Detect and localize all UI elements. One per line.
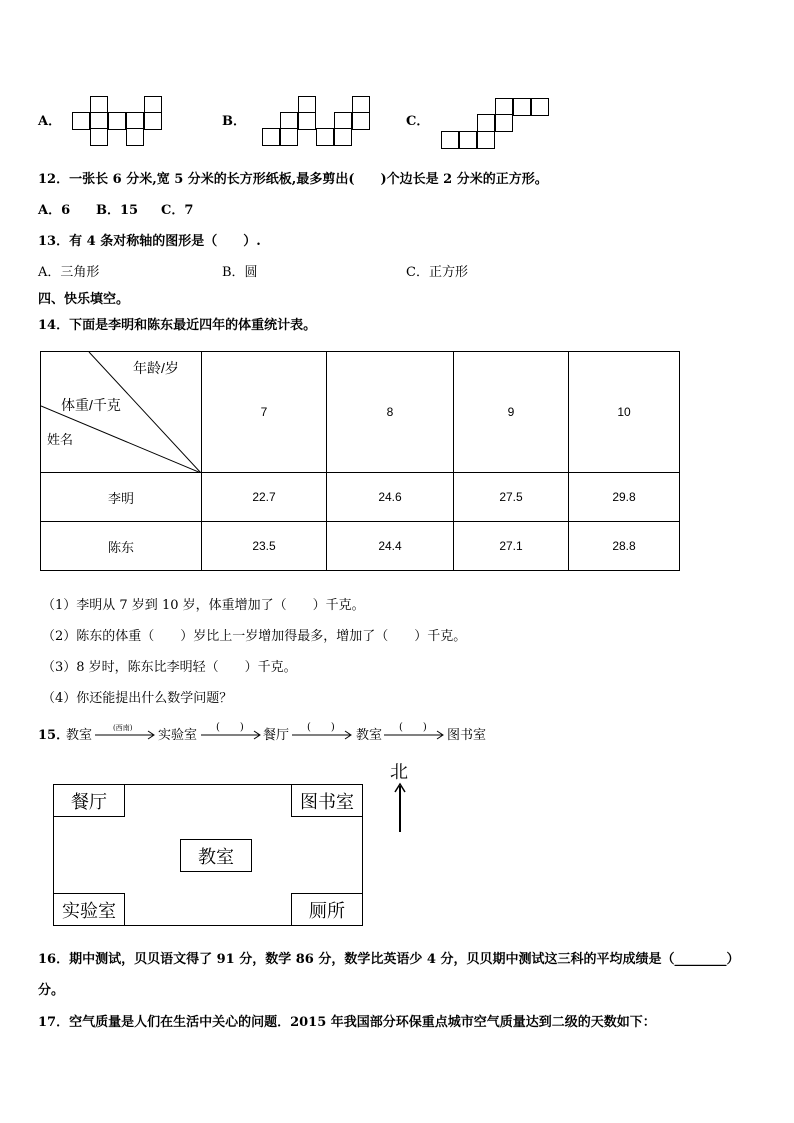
age-cell: 10 <box>569 352 680 473</box>
option-c-label: C． <box>406 114 430 129</box>
value-cell: 27.5 <box>454 473 569 522</box>
header-name-label: 姓名 <box>47 432 74 447</box>
route-arrow-3-blank: ( ) <box>307 722 335 733</box>
age-cell: 8 <box>327 352 454 473</box>
room-classroom: 教室 <box>180 839 252 872</box>
q15-number: 15． <box>38 728 70 743</box>
table-row <box>41 522 680 571</box>
q13-option-a: A．三角形 <box>38 265 100 280</box>
value-cell: 24.6 <box>327 473 454 522</box>
q13-text: 13．有 4 条对称轴的图形是（ ）. <box>38 234 261 249</box>
room-lab: 实验室 <box>53 893 125 926</box>
q16-line2: 分。 <box>38 983 65 998</box>
room-canteen: 餐厅 <box>53 784 125 817</box>
option-b-label: B． <box>222 114 246 129</box>
q12-option-a: A．6 <box>38 203 71 218</box>
q14-sub-2: （2）陈东的体重（ ）岁比上一岁增加得最多，增加了（ ）千克。 <box>42 629 467 644</box>
age-cell: 9 <box>454 352 569 473</box>
q14-sub-4: （4）你还能提出什么数学问题？ <box>42 691 233 706</box>
q14-text: 14．下面是李明和陈东最近四年的体重统计表。 <box>38 318 317 333</box>
row-name-cell: 李明 <box>41 473 202 522</box>
table-row <box>41 473 680 522</box>
header-weight-label: 体重/千克 <box>61 397 121 413</box>
q13-option-b: B．圆 <box>222 265 258 280</box>
section-heading: 四、快乐填空。 <box>38 292 130 307</box>
north-arrow-icon <box>393 782 407 834</box>
room-restroom: 厕所 <box>291 893 363 926</box>
value-cell: 24.4 <box>327 522 454 571</box>
north-label: 北 <box>390 762 408 783</box>
value-cell: 22.7 <box>202 473 327 522</box>
room-library: 图书室 <box>291 784 363 817</box>
route-arrow-4-blank: ( ) <box>399 722 427 733</box>
route-arrow-2-blank: ( ) <box>216 722 244 733</box>
q14-sub-1: （1）李明从 7 岁到 10 岁，体重增加了（ ）千克。 <box>42 598 365 613</box>
weight-table <box>40 351 680 571</box>
route-stop-1: 实验室 <box>158 728 198 743</box>
route-start: 教室 <box>66 728 93 743</box>
value-cell: 29.8 <box>569 473 680 522</box>
option-a-label: A． <box>38 114 62 129</box>
age-cell: 7 <box>202 352 327 473</box>
q12-text: 12．一张长 6 分米,宽 5 分米的长方形纸板,最多剪出( )个边长是 2 分米的正方形。 <box>38 172 548 187</box>
route-end: 图书室 <box>447 728 487 743</box>
route-stop-2: 餐厅 <box>263 728 290 743</box>
q13-option-c: C．正方形 <box>406 265 468 280</box>
diagonal-header-cell <box>41 352 202 473</box>
q17-text: 17．空气质量是人们在生活中关心的问题．2015 年我国部分环保重点城市空气质量达到二级的天数如下： <box>38 1015 656 1030</box>
q16-line1: 16．期中测试，贝贝语文得了 91 分，数学 86 分，数学比英语少 4 分，贝贝期中测试这三科的平均成绩是（________） <box>38 952 740 967</box>
value-cell: 23.5 <box>202 522 327 571</box>
route-stop-3: 教室 <box>356 728 383 743</box>
value-cell: 27.1 <box>454 522 569 571</box>
q12-option-c: C．7 <box>161 203 194 218</box>
q14-sub-3: （3）8 岁时，陈东比李明轻（ ）千克。 <box>42 660 297 675</box>
route-arrow-1-label: (西南) <box>113 724 133 732</box>
school-map <box>53 784 363 926</box>
value-cell: 28.8 <box>569 522 680 571</box>
header-age-label: 年龄/岁 <box>133 360 179 376</box>
q12-option-b: B．15 <box>96 203 139 218</box>
row-name-cell: 陈东 <box>41 522 202 571</box>
